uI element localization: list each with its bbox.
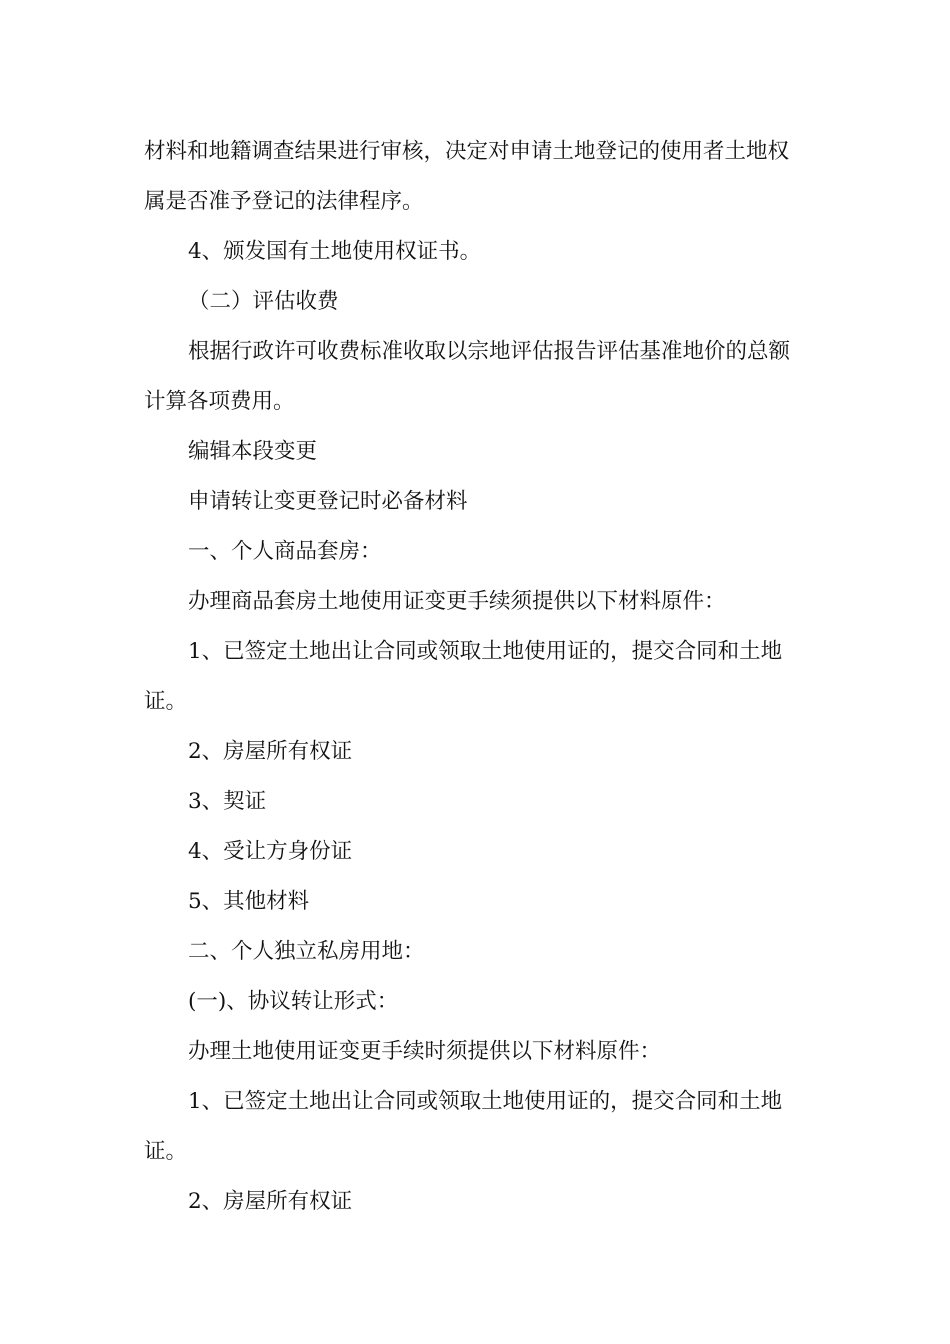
section-heading-private-housing: 二、个人独立私房用地：	[188, 939, 425, 964]
paragraph-issue-certificate: 4、颁发国有土地使用权证书。	[188, 239, 482, 264]
paragraph-review-continuation: 材料和地籍调查结果进行审核，决定对申请土地登记的使用者土地权属是否准予登记的法律程序。	[144, 139, 790, 214]
section-heading-evaluation-fee: （二）评估收费	[188, 289, 339, 314]
list-item-ownership-certificate-2: 2、房屋所有权证	[188, 1189, 353, 1214]
section-heading-change: 编辑本段变更	[188, 439, 318, 464]
paragraph-commercial-housing-requirements: 办理商品套房土地使用证变更手续须提供以下材料原件：	[188, 589, 726, 614]
subsection-heading-agreement-transfer: (一)、协议转让形式：	[188, 989, 399, 1014]
paragraph-transfer-materials: 申请转让变更登记时必备材料	[188, 489, 468, 514]
list-item-id-card: 4、受让方身份证	[188, 839, 353, 864]
section-heading-commercial-housing: 一、个人商品套房：	[188, 539, 382, 564]
paragraph-fee-calculation: 根据行政许可收费标准收取以宗地评估报告评估基准地价的总额计算各项费用。	[144, 339, 791, 414]
list-item-other-materials: 5、其他材料	[188, 889, 310, 914]
list-item-contract-certificate-2: 1、已签定土地出让合同或领取土地使用证的，提交合同和土地证。	[144, 1089, 783, 1164]
list-item-contract-certificate: 1、已签定土地出让合同或领取土地使用证的，提交合同和土地证。	[144, 639, 783, 714]
paragraph-private-housing-requirements: 办理土地使用证变更手续时须提供以下材料原件：	[188, 1039, 662, 1064]
list-item-ownership-certificate: 2、房屋所有权证	[188, 739, 353, 764]
document-body	[144, 127, 806, 1227]
list-item-deed: 3、契证	[188, 789, 267, 814]
